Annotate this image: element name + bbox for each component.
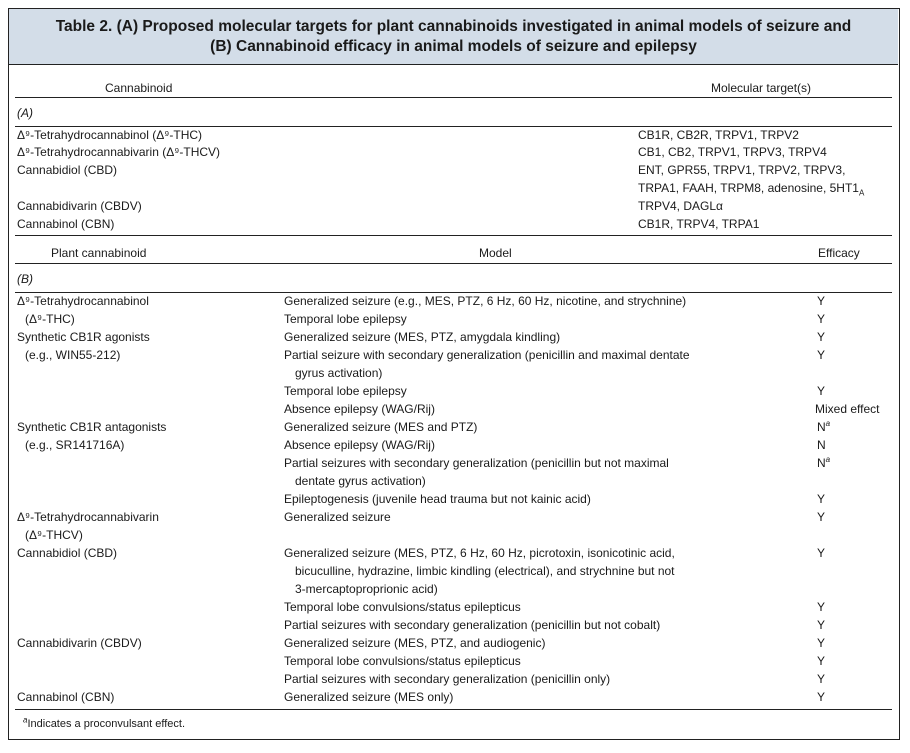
model-text: Generalized seizure (MES and PTZ) xyxy=(284,420,478,434)
model-text: Generalized seizure xyxy=(284,510,391,524)
column-header-molecular-targets: Molecular target(s) xyxy=(711,81,812,95)
section-a-label: (A) xyxy=(17,106,33,120)
cannabinoid-name: Δ⁹-Tetrahydrocannabinol xyxy=(17,294,149,308)
efficacy-value: Y xyxy=(817,672,826,686)
header-rule xyxy=(15,97,892,98)
cannabinoid-name: Cannabidivarin (CBDV) xyxy=(17,636,142,650)
efficacy-value: Y xyxy=(817,492,826,506)
cannabinoid-name: Synthetic CB1R agonists xyxy=(17,330,150,344)
model-text: Generalized seizure (MES, PTZ, 6 Hz, 60 Hz, picrotoxin, isonicotinic acid, xyxy=(284,546,675,560)
efficacy-value: Y xyxy=(817,654,826,668)
section-b-label: (B) xyxy=(17,272,33,286)
cannabinoid-name: Cannabidiol (CBD) xyxy=(17,163,118,177)
section-b-rule xyxy=(15,292,892,293)
efficacy-value: Y xyxy=(817,384,826,398)
model-text: Temporal lobe epilepsy xyxy=(284,312,407,326)
table-bottom-rule xyxy=(15,709,892,710)
model-text: Temporal lobe convulsions/status epilepticus xyxy=(284,654,521,668)
model-text: Generalized seizure (MES, PTZ, amygdala kindling) xyxy=(284,330,561,344)
model-text: Temporal lobe convulsions/status epilepticus xyxy=(284,600,521,614)
section-divider-rule xyxy=(15,235,892,236)
model-text: Generalized seizure (MES, PTZ, and audiogenic) xyxy=(284,636,546,650)
column-header-plant-cannabinoid: Plant cannabinoid xyxy=(51,246,147,260)
molecular-targets: ENT, GPR55, TRPV1, TRPV2, TRPV3, xyxy=(638,163,846,177)
section-a-rule xyxy=(15,126,892,127)
molecular-targets: CB1R, CB2R, TRPV1, TRPV2 xyxy=(638,128,799,142)
model-text: Partial seizure with secondary generalization (penicillin and maximal dentate xyxy=(284,348,690,362)
cannabinoid-name: Δ⁹-Tetrahydrocannabivarin xyxy=(17,510,159,524)
model-text: Absence epilepsy (WAG/Rij) xyxy=(284,402,435,416)
cannabinoid-example: (e.g., SR141716A) xyxy=(25,438,125,452)
model-text: Partial seizures with secondary generalization (penicillin only) xyxy=(284,672,611,686)
footnote-marker: a xyxy=(825,455,831,464)
model-text: Partial seizures with secondary generalization (penicillin but not maximal xyxy=(284,456,669,470)
cannabinoid-abbrev: (Δ⁹-THCV) xyxy=(25,528,83,542)
efficacy-value: $N^a$ xyxy=(817,419,831,434)
molecular-targets: CB1, CB2, TRPV1, TRPV3, TRPV4 xyxy=(638,145,827,159)
efficacy-value: Y xyxy=(817,312,826,326)
model-text-continued: 3-mercaptoproprionic acid) xyxy=(295,582,438,596)
cannabinoid-name: Δ⁹-Tetrahydrocannabivarin (Δ⁹-THCV) xyxy=(17,145,221,159)
efficacy-value: Y xyxy=(817,636,826,650)
subscript: A xyxy=(858,188,865,198)
model-text: Partial seizures with secondary generalization (penicillin but not cobalt) xyxy=(284,618,661,632)
footnote-marker: a xyxy=(825,419,831,428)
efficacy-value: Y xyxy=(817,348,826,362)
cannabinoid-example: (e.g., WIN55-212) xyxy=(25,348,121,362)
table-title-line-2: (B) Cannabinoid efficacy in animal models of seizure and epilepsy xyxy=(210,38,697,55)
table-title-bar xyxy=(9,9,898,65)
efficacy-value: Y xyxy=(817,600,826,614)
model-text-continued: dentate gyrus activation) xyxy=(295,474,426,488)
header-rule xyxy=(15,263,892,264)
cannabinoid-name: Cannabidiol (CBD) xyxy=(17,546,118,560)
model-text: Temporal lobe epilepsy xyxy=(284,384,407,398)
efficacy-value: Y xyxy=(817,330,826,344)
model-text: Generalized seizure (MES only) xyxy=(284,690,454,704)
model-text-continued: gyrus activation) xyxy=(295,366,383,380)
model-text: Epileptogenesis (juvenile head trauma but not kainic acid) xyxy=(284,492,591,506)
efficacy-value: $N^a$ xyxy=(817,455,831,470)
cannabinoid-name: Synthetic CB1R antagonists xyxy=(17,420,167,434)
efficacy-value: N xyxy=(817,438,826,452)
cannabinoid-abbrev: (Δ⁹-THC) xyxy=(25,312,75,326)
column-header-cannabinoid: Cannabinoid xyxy=(105,81,173,95)
molecular-targets-continued: TRPA1, FAAH, TRPM8, adenosine, $5HT1_A$ xyxy=(638,181,865,198)
model-text-continued: bicuculline, hydrazine, limbic kindling (electrical), and strychnine but not xyxy=(295,564,675,578)
cannabinoid-name: Cannabidivarin (CBDV) xyxy=(17,199,142,213)
footnote: $^a$Indicates a proconvulsant effect. xyxy=(23,715,186,730)
molecular-targets: CB1R, TRPV4, TRPA1 xyxy=(638,217,760,231)
efficacy-value: Mixed effect xyxy=(815,402,880,416)
efficacy-value: Y xyxy=(817,618,826,632)
footnote-marker: a xyxy=(23,715,28,725)
cannabinoid-name: Cannabinol (CBN) xyxy=(17,690,115,704)
molecular-targets: TRPV4, DAGLα xyxy=(638,199,723,213)
table-title-line-1: Table 2. (A) Proposed molecular targets for plant cannabinoids investigated in animal models of seizure and xyxy=(55,18,852,35)
column-header-efficacy: Efficacy xyxy=(818,246,860,260)
efficacy-value: Y xyxy=(817,546,826,560)
model-text: Generalized seizure (e.g., MES, PTZ, 6 Hz, 60 Hz, nicotine, and strychnine) xyxy=(284,294,687,308)
model-text: Absence epilepsy (WAG/Rij) xyxy=(284,438,435,452)
efficacy-value: Y xyxy=(817,294,826,308)
cannabinoid-name: Cannabinol (CBN) xyxy=(17,217,115,231)
column-header-model: Model xyxy=(479,246,512,260)
table-frame xyxy=(8,8,900,740)
cannabinoid-name: Δ⁹-Tetrahydrocannabinol (Δ⁹-THC) xyxy=(17,128,203,142)
efficacy-value: Y xyxy=(817,510,826,524)
efficacy-value: Y xyxy=(817,690,826,704)
